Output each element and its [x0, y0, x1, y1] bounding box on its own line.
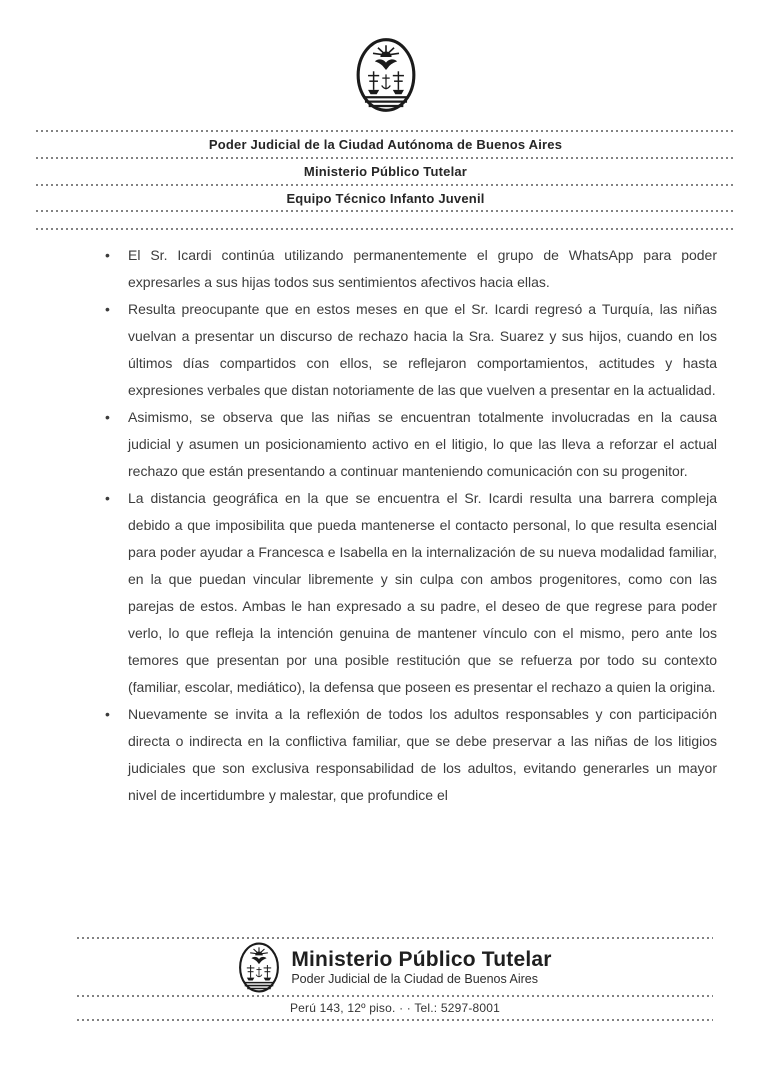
- bullet-marker: •: [105, 490, 110, 506]
- footer-org-subtitle: Poder Judicial de la Ciudad de Buenos Aires: [291, 972, 539, 987]
- bullet-marker: •: [105, 301, 110, 317]
- dotted-divider: [36, 228, 735, 230]
- bullet-text: Nuevamente se invita a la reflexión de todos los adultos responsables y con participación directa o indirecta en la conflictiva familiar, que se debe preservar a las niñas de los litigios judiciales que son exclusiva responsabilidad de los adultos, evitando generarles un mayor nivel de incertidumbre y malestar, que profundice el: [128, 706, 717, 803]
- coat-of-arms-icon: [355, 36, 417, 114]
- list-item: [100, 296, 717, 404]
- mpt-crest-icon: [238, 941, 280, 994]
- letterhead-dept-line: Ministerio Público Tutelar: [303, 164, 468, 179]
- dotted-divider: [77, 1019, 713, 1021]
- footer-logo-text: [291, 948, 551, 986]
- letterhead: [36, 130, 735, 230]
- letterhead-org-line: Poder Judicial de la Ciudad Autónoma de Buenos Aires: [208, 137, 563, 152]
- report-bullet-list: [100, 242, 717, 809]
- page-footer: [77, 937, 713, 1021]
- bullet-marker: •: [105, 409, 110, 425]
- list-item: [100, 485, 717, 701]
- list-item: [100, 242, 717, 296]
- footer-address: Perú 143, 12º piso. · · Tel.: 5297-8001: [289, 1001, 501, 1015]
- bullet-text: Resulta preocupante que en estos meses en que el Sr. Icardi regresó a Turquía, las niñas vuelvan a presentar un discurso de rechazo hacia la Sra. Suarez y sus hijos, cuando en los últimos días compartidos con ellos, se reflejaron comportamientos, actitudes y hasta expresiones verbales que distan notoriamente de las que vuelven a presentar en la actualidad.: [128, 301, 717, 398]
- bullet-text: El Sr. Icardi continúa utilizando permanentemente el grupo de WhatsApp para poder expresarles a sus hijas todos sus sentimientos afectivos hacia ellas.: [128, 247, 717, 290]
- letterhead-gap: [36, 212, 735, 228]
- bullet-marker: •: [105, 247, 110, 263]
- bullet-marker: •: [105, 706, 110, 722]
- bullet-text: La distancia geográfica en la que se encuentra el Sr. Icardi resulta una barrera compleja debido a que imposibilita que pueda mantenerse el contacto personal, lo que resulta esencial para poder ayudar a Francesca e Isabella en la internalización de su nueva modalidad familiar, en la que puedan vincular libremente y sin culpa con ambos progenitores, como con las parejas de estos. Ambas le han expresado a su padre, el deseo de que regrese para poder verlo, lo que refleja la intención genuina de mantener vínculo con el mismo, pero ante los temores que presentan por una posible restitución que se refuerza por todo su contexto (familiar, escolar, mediático), la defensa que poseen es presentar el rechazo a quien la origina.: [128, 490, 717, 695]
- footer-org-name: Ministerio Público Tutelar: [291, 947, 552, 971]
- list-item: [100, 404, 717, 485]
- bullet-text: Asimismo, se observa que las niñas se encuentran totalmente involucradas en la causa judicial y asumen un posicionamiento activo en el litigio, lo que las lleva a reforzar el actual rechazo que están presentando a continuar manteniendo comunicación con su progenitor.: [128, 409, 717, 479]
- letterhead-team-line: Equipo Técnico Infanto Juvenil: [286, 190, 485, 206]
- list-item: [100, 701, 717, 809]
- footer-logo-block: [77, 939, 713, 995]
